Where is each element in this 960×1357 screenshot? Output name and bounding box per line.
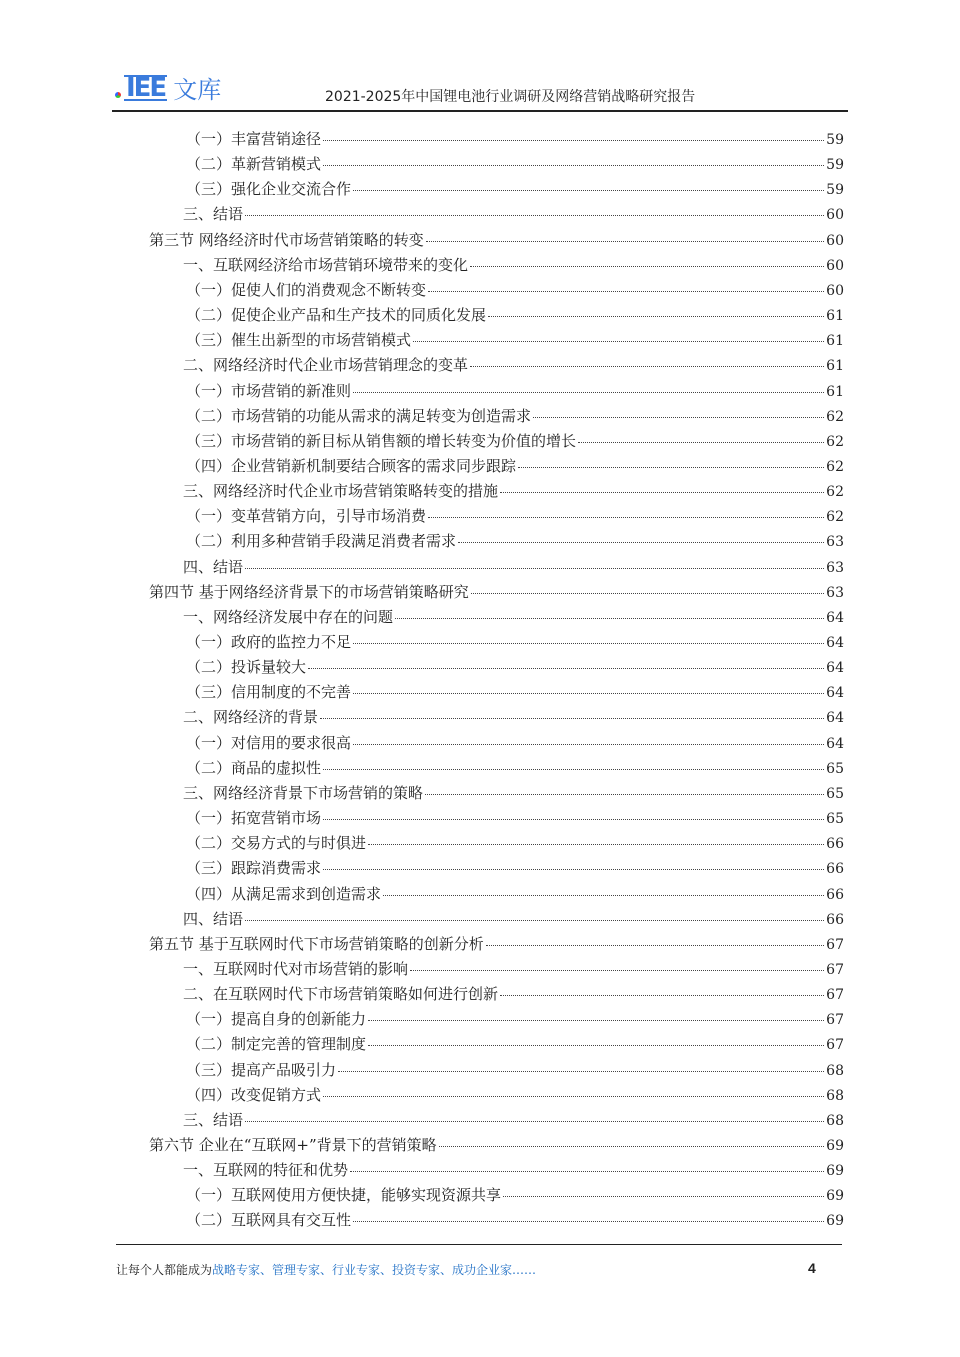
toc-entry-label: （三）强化企业交流合作 <box>186 180 352 199</box>
toc-entry-label: （二）交易方式的与时俱进 <box>186 834 367 853</box>
toc-entry-page: 63 <box>826 559 844 576</box>
toc-entry[interactable] <box>183 706 844 728</box>
toc-entry-label: （二）互联网具有交互性 <box>186 1211 352 1230</box>
toc-leader-dots <box>425 794 824 795</box>
toc-entry-label: （二）制定完善的管理制度 <box>186 1035 367 1054</box>
toc-entry-label: 二、在互联网时代下市场营销策略如何进行创新 <box>183 985 499 1004</box>
toc-entry-page: 59 <box>826 132 844 148</box>
toc-entry[interactable] <box>186 807 844 829</box>
toc-leader-dots <box>245 568 824 569</box>
toc-entry[interactable] <box>186 304 844 326</box>
toc-leader-dots <box>578 442 824 443</box>
toc-leader-dots <box>323 1096 824 1097</box>
toc-entry[interactable] <box>183 254 844 276</box>
toc-entry-page: 63 <box>826 534 844 551</box>
toc-entry[interactable] <box>186 1084 844 1106</box>
toc-leader-dots <box>500 492 824 493</box>
toc-entry[interactable] <box>183 983 844 1005</box>
toc-entry[interactable] <box>186 1209 844 1231</box>
toc-entry-label: （四）从满足需求到创造需求 <box>186 884 382 903</box>
toc-entry[interactable] <box>186 405 844 427</box>
toc-entry[interactable] <box>149 581 844 603</box>
toc-leader-dots <box>320 718 824 719</box>
toc-entry[interactable] <box>183 203 844 225</box>
toc-leader-dots <box>368 1045 824 1046</box>
toc-entry[interactable] <box>186 832 844 854</box>
toc-entry-page: 60 <box>826 282 844 299</box>
toc-entry[interactable] <box>149 229 844 251</box>
toc-entry-label: （一）拓宽营销市场 <box>186 809 322 828</box>
toc-leader-dots <box>245 1121 824 1122</box>
toc-entry-page: 60 <box>826 232 844 249</box>
toc-entry[interactable] <box>186 883 844 905</box>
toc-entry[interactable] <box>186 681 844 703</box>
toc-entry-label: 第六节 企业在“互联网+”背景下的营销策略 <box>149 1136 437 1154</box>
toc-leader-dots <box>533 417 824 418</box>
toc-entry-page: 69 <box>826 1188 844 1205</box>
toc-entry-page: 61 <box>826 383 844 400</box>
toc-leader-dots <box>470 266 824 267</box>
toc-entry-page: 64 <box>826 685 844 702</box>
toc-entry-page: 68 <box>826 1062 844 1079</box>
toc-leader-dots <box>353 190 824 191</box>
toc-entry[interactable] <box>186 178 844 200</box>
page-number: 4 <box>808 1260 816 1276</box>
toc-entry-page: 59 <box>826 182 844 199</box>
toc-entry-page: 67 <box>826 987 844 1004</box>
toc-entry-page: 67 <box>826 961 844 978</box>
toc-entry-page: 59 <box>826 157 844 174</box>
toc-entry[interactable] <box>186 430 844 452</box>
toc-entry-label: （一）变革营销方向，引导市场消费 <box>186 507 427 526</box>
toc-entry-label: 三、网络经济背景下市场营销的策略 <box>183 783 424 802</box>
toc-leader-dots <box>350 1171 824 1172</box>
toc-leader-dots <box>439 1146 824 1147</box>
toc-entry-label: （一）促使人们的消费观念不断转变 <box>186 280 427 299</box>
toc-entry-page: 62 <box>826 509 844 526</box>
toc-entry[interactable] <box>149 1134 844 1156</box>
toc-entry-label: （一）市场营销的新准则 <box>186 381 352 400</box>
toc-entry-page: 65 <box>826 785 844 802</box>
toc-leader-dots <box>368 844 824 845</box>
toc-entry-page: 64 <box>826 609 844 626</box>
toc-entry-page: 61 <box>826 333 844 350</box>
toc-entry[interactable] <box>186 631 844 653</box>
toc-entry-label: 第四节 基于网络经济背景下的市场营销策略研究 <box>149 582 469 601</box>
toc-entry-label: （一）对信用的要求很高 <box>186 733 352 752</box>
toc-entry-page: 69 <box>826 1213 844 1230</box>
toc-entry[interactable] <box>186 732 844 754</box>
toc-leader-dots <box>428 517 824 518</box>
toc-entry-label: 一、互联网时代对市场营销的影响 <box>183 959 409 978</box>
toc-entry-label: （一）政府的监控力不足 <box>186 633 352 651</box>
toc-leader-dots <box>470 366 824 367</box>
toc-entry-label: 二、网络经济时代企业市场营销理念的变革 <box>183 356 469 375</box>
toc-leader-dots <box>323 819 824 820</box>
toc-entry[interactable] <box>186 1184 844 1206</box>
toc-leader-dots <box>500 995 824 996</box>
logo-mark: IEE <box>126 72 166 103</box>
toc-leader-dots <box>410 970 824 971</box>
toc-entry-label: （三）信用制度的不完善 <box>186 683 352 702</box>
toc-entry-label: （二）利用多种营销手段满足消费者需求 <box>186 532 457 551</box>
toc-entry-label: （三）市场营销的新目标从销售额的增长转变为价值的增长 <box>186 431 577 450</box>
toc-entry-page: 66 <box>826 836 844 853</box>
toc-leader-dots <box>245 215 824 216</box>
toc-entry-page: 62 <box>826 484 844 501</box>
toc-entry-page: 64 <box>826 710 844 727</box>
toc-entry-page: 62 <box>826 433 844 450</box>
toc-leader-dots <box>383 895 824 896</box>
toc-entry-page: 65 <box>826 811 844 828</box>
toc-leader-dots <box>353 1221 824 1222</box>
toc-entry[interactable] <box>186 455 844 477</box>
toc-entry-page: 67 <box>826 936 844 953</box>
toc-entry[interactable] <box>183 958 844 980</box>
toc-leader-dots <box>353 643 824 644</box>
toc-leader-dots <box>368 1020 824 1021</box>
toc-entry-label: 四、结语 <box>183 909 244 928</box>
toc-entry[interactable] <box>186 505 844 527</box>
toc-entry[interactable] <box>183 606 844 628</box>
toc-entry[interactable] <box>186 153 844 175</box>
toc-entry-label: （一）互联网使用方便快捷，能够实现资源共享 <box>186 1186 502 1205</box>
logo <box>115 70 221 105</box>
toc-leader-dots <box>486 945 824 946</box>
toc-entry-page: 62 <box>826 408 844 425</box>
toc-leader-dots <box>323 165 824 166</box>
toc-leader-dots <box>426 241 824 242</box>
toc-leader-dots <box>518 467 824 468</box>
toc-entry[interactable] <box>186 757 844 779</box>
logo-text: 文库 <box>173 76 222 104</box>
footer-highlight: 战略专家、管理专家、行业专家、投资专家、成功企业家…… <box>212 1263 537 1277</box>
toc-entry[interactable] <box>183 556 844 578</box>
toc-entry[interactable] <box>186 656 844 678</box>
toc-entry-page: 60 <box>826 207 844 224</box>
toc-entry-page: 66 <box>826 911 844 928</box>
toc-entry-label: （四）企业营销新机制要结合顾客的需求同步跟踪 <box>186 456 517 475</box>
toc-entry-label: （二）商品的虚拟性 <box>186 758 322 777</box>
toc-leader-dots <box>338 1071 824 1072</box>
toc-entry-label: （一）丰富营销途径 <box>186 130 322 148</box>
toc-leader-dots <box>353 392 824 393</box>
toc-entry[interactable] <box>186 380 844 402</box>
toc-entry-page: 67 <box>826 1012 844 1029</box>
toc-entry-page: 61 <box>826 308 844 325</box>
toc-entry-label: 一、网络经济发展中存在的问题 <box>183 607 394 626</box>
toc-entry-label: 二、网络经济的背景 <box>183 708 319 727</box>
footer-slogan <box>116 1261 536 1278</box>
toc-entry[interactable] <box>183 354 844 376</box>
toc-entry[interactable] <box>183 782 844 804</box>
toc-entry-page: 64 <box>826 735 844 752</box>
toc-entry-page: 69 <box>826 1163 844 1180</box>
toc-entry[interactable] <box>186 1059 844 1081</box>
toc-entry[interactable] <box>149 933 844 955</box>
toc-entry-page: 69 <box>826 1138 844 1154</box>
toc-entry-page: 66 <box>826 886 844 903</box>
toc-entry-label: 第五节 基于互联网时代下市场营销策略的创新分析 <box>149 934 484 953</box>
toc-entry[interactable] <box>186 279 844 301</box>
toc-entry-page: 67 <box>826 1037 844 1054</box>
toc-entry-page: 64 <box>826 635 844 651</box>
toc-entry-label: （四）改变促销方式 <box>186 1085 322 1104</box>
toc-entry-page: 68 <box>826 1087 844 1104</box>
toc-entry-label: 一、互联网的特征和优势 <box>183 1161 349 1180</box>
toc-entry-label: （二）市场营销的功能从需求的满足转变为创造需求 <box>186 406 532 425</box>
toc-entry-label: 三、结语 <box>183 205 244 224</box>
toc-entry-label: 第三节 网络经济时代市场营销策略的转变 <box>149 230 424 249</box>
footer-prefix: 让每个人都能成为 <box>116 1263 213 1277</box>
toc-leader-dots <box>413 341 824 342</box>
toc-entry-page: 68 <box>826 1112 844 1129</box>
toc-entry-page: 66 <box>826 861 844 878</box>
toc-entry-label: 三、网络经济时代企业市场营销策略转变的措施 <box>183 482 499 501</box>
toc-entry-label: （一）提高自身的创新能力 <box>186 1010 367 1029</box>
report-title: 2021-2025年中国锂电池行业调研及网络营销战略研究报告 <box>325 89 696 105</box>
toc-entry-label: 四、结语 <box>183 557 244 576</box>
toc-entry[interactable] <box>186 128 844 150</box>
toc-leader-dots <box>395 618 824 619</box>
toc-entry-page: 65 <box>826 760 844 777</box>
toc-entry-page: 62 <box>826 458 844 475</box>
toc-entry-label: 三、结语 <box>183 1110 244 1129</box>
toc-leader-dots <box>245 920 824 921</box>
toc-leader-dots <box>353 693 824 694</box>
toc-entry-page: 60 <box>826 257 844 274</box>
toc-entry-label: （二）投诉量较大 <box>186 658 307 677</box>
toc-entry[interactable] <box>183 908 844 930</box>
toc-entry-label: 一、互联网经济给市场营销环境带来的变化 <box>183 255 469 274</box>
header-divider <box>112 110 848 112</box>
toc-leader-dots <box>308 668 824 669</box>
toc-leader-dots <box>503 1196 824 1197</box>
logo-dot-icon <box>115 92 121 98</box>
toc-entry[interactable] <box>186 530 844 552</box>
toc-leader-dots <box>323 140 824 141</box>
toc-entry[interactable] <box>183 1159 844 1181</box>
toc-entry-label: （三）催生出新型的市场营销模式 <box>186 331 412 350</box>
toc-entry-label: （三）跟踪消费需求 <box>186 859 322 878</box>
toc-leader-dots <box>428 291 824 292</box>
toc-entry-page: 63 <box>826 584 844 601</box>
toc-leader-dots <box>471 593 824 594</box>
toc-entry[interactable] <box>183 480 844 502</box>
toc-entry[interactable] <box>186 1008 844 1030</box>
toc-leader-dots <box>323 869 824 870</box>
toc-entry-label: （三）提高产品吸引力 <box>186 1060 337 1079</box>
toc-entry-page: 61 <box>826 358 844 375</box>
toc-entry-page: 64 <box>826 660 844 677</box>
toc-leader-dots <box>323 769 824 770</box>
toc-entry-label: （二）革新营销模式 <box>186 155 322 174</box>
toc-entry[interactable] <box>183 1109 844 1131</box>
toc-leader-dots <box>353 744 824 745</box>
toc-entry-label: （二）促使企业产品和生产技术的同质化发展 <box>186 306 487 325</box>
toc-entry[interactable] <box>186 329 844 351</box>
toc-leader-dots <box>458 542 824 543</box>
toc-leader-dots <box>488 316 824 317</box>
toc-entry[interactable] <box>186 857 844 879</box>
toc-entry[interactable] <box>186 1033 844 1055</box>
footer-divider <box>116 1244 842 1245</box>
